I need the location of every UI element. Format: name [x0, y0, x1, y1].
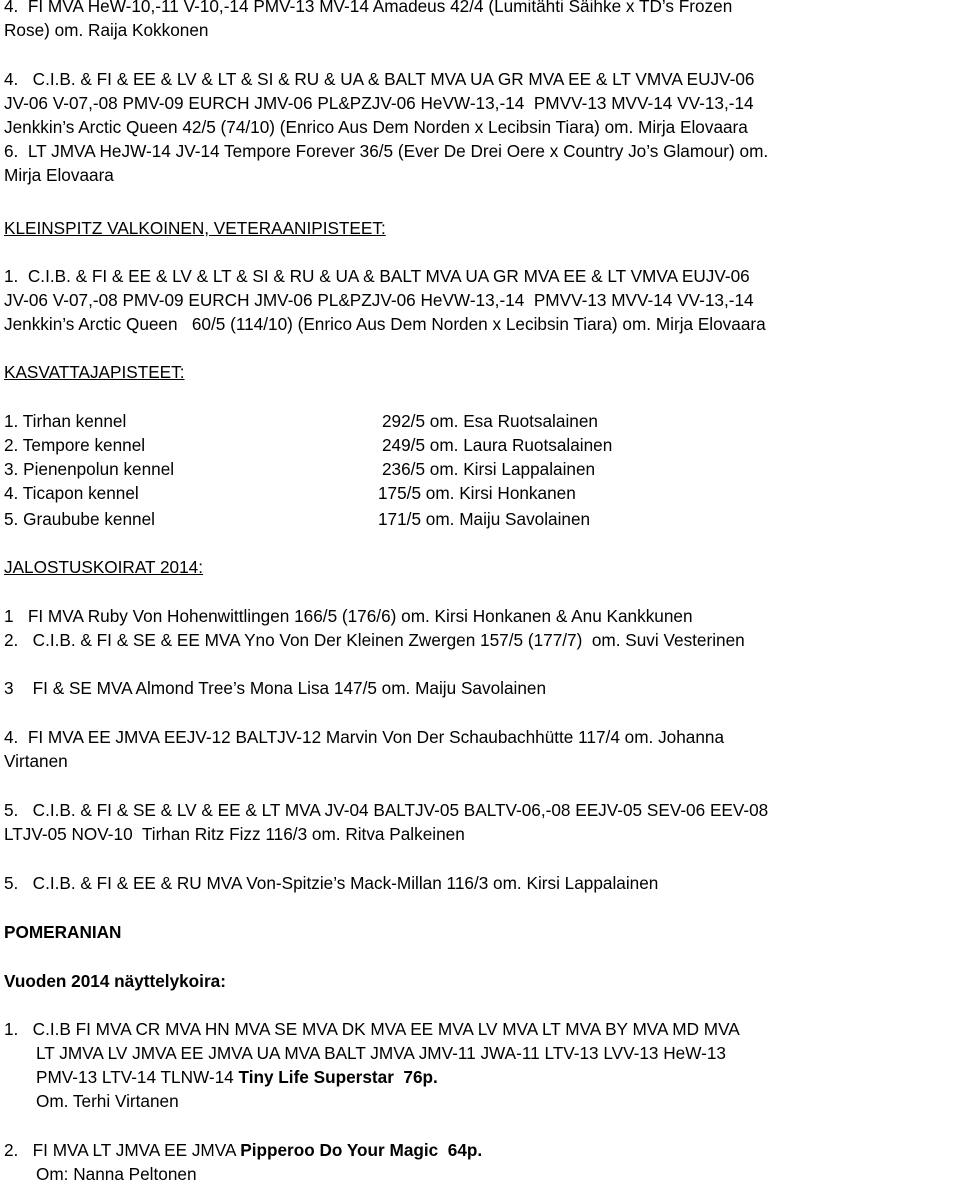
- text-line: LTJV-05 NOV-10 Tirhan Ritz Fizz 116/3 om. Ritva Palkeinen: [4, 824, 465, 844]
- dog-name-bold: Tiny Life Superstar 76p.: [238, 1067, 438, 1087]
- kennel-name: 5. Graubube kennel: [4, 509, 155, 529]
- dog-name-bold: Pipperoo Do Your Magic 64p.: [240, 1140, 483, 1160]
- text-line: JV-06 V-07,-08 PMV-09 EURCH JMV-06 PL&PZJV-06 HeVW-13,-14 PMVV-13 MVV-14 VV-13,-14: [4, 290, 754, 310]
- kennel-score: 249/5 om. Laura Ruotsalainen: [382, 435, 613, 455]
- kennel-score: 236/5 om. Kirsi Lappalainen: [382, 459, 596, 479]
- kennel-name: 3. Pienenpolun kennel: [4, 459, 175, 479]
- text-line: 4. C.I.B. & FI & EE & LV & LT & SI & RU & UA & BALT MVA UA GR MVA EE & LT VMVA EUJV-06: [4, 69, 755, 89]
- text-line: Jenkkin’s Arctic Queen 60/5 (114/10) (Enrico Aus Dem Norden x Lecibsin Tiara) om. Mirja Elovaara: [4, 314, 766, 334]
- text-line: 1. C.I.B. & FI & EE & LV & LT & SI & RU & UA & BALT MVA UA GR MVA EE & LT VMVA EUJV-06: [4, 266, 750, 286]
- section-heading-pomeranian: POMERANIAN: [4, 922, 122, 942]
- text-line: Virtanen: [4, 751, 68, 771]
- kennel-score: 292/5 om. Esa Ruotsalainen: [382, 411, 598, 431]
- text-line: 4. FI MVA EE JMVA EEJV-12 BALTJV-12 Marvin Von Der Schaubachhütte 117/4 om. Johanna: [4, 727, 725, 747]
- text-line: Jenkkin’s Arctic Queen 42/5 (74/10) (Enrico Aus Dem Norden x Lecibsin Tiara) om. Mirja Elovaara: [4, 117, 748, 137]
- kennel-name: 4. Ticapon kennel: [4, 483, 139, 503]
- text-line: 6. LT JMVA HeJW-14 JV-14 Tempore Forever 36/5 (Ever De Drei Oere x Country Jo’s Glamour) om.: [4, 141, 769, 161]
- text-line: 1 FI MVA Ruby Von Hohenwittlingen 166/5 (176/6) om. Kirsi Honkanen & Anu Kankkunen: [4, 606, 693, 626]
- kennel-score: 171/5 om. Maiju Savolainen: [378, 509, 591, 529]
- section-heading-kasvattaja: KASVATTAJAPISTEET:: [4, 362, 185, 382]
- text-segment: 2. FI MVA LT JMVA EE JMVA: [4, 1140, 241, 1160]
- text-segment: PMV-13 LTV-14 TLNW-14: [36, 1067, 239, 1087]
- section-heading-jalostus: JALOSTUSKOIRAT 2014:: [4, 557, 204, 577]
- text-line: 4. FI MVA HeW-10,-11 V-10,-14 PMV-13 MV-14 Amadeus 42/4 (Lumitähti Säihke x TD’s Frozen: [4, 0, 733, 16]
- text-line: Om. Terhi Virtanen: [36, 1091, 179, 1111]
- text-line: 3 FI & SE MVA Almond Tree’s Mona Lisa 147/5 om. Maiju Savolainen: [4, 678, 546, 698]
- kennel-name: 2. Tempore kennel: [4, 435, 146, 455]
- text-line: [36, 1065, 438, 1089]
- kennel-name: 1. Tirhan kennel: [4, 411, 127, 431]
- text-line: JV-06 V-07,-08 PMV-09 EURCH JMV-06 PL&PZJV-06 HeVW-13,-14 PMVV-13 MVV-14 VV-13,-14: [4, 93, 754, 113]
- section-heading-veteraani: KLEINSPITZ VALKOINEN, VETERAANIPISTEET:: [4, 218, 386, 238]
- text-line: Mirja Elovaara: [4, 165, 114, 185]
- text-line: LT JMVA LV JMVA EE JMVA UA MVA BALT JMVA JMV-11 JWA-11 LTV-13 LVV-13 HeW-13: [36, 1043, 726, 1063]
- text-line: [4, 1138, 482, 1162]
- text-line: 2. C.I.B. & FI & SE & EE MVA Yno Von Der Kleinen Zwergen 157/5 (177/7) om. Suvi Vesterinen: [4, 630, 745, 650]
- text-line: Rose) om. Raija Kokkonen: [4, 20, 209, 40]
- text-line: Om: Nanna Peltonen: [36, 1164, 197, 1184]
- kennel-score: 175/5 om. Kirsi Honkanen: [378, 483, 576, 503]
- section-subheading-vuoden: Vuoden 2014 näyttelykoira:: [4, 971, 226, 991]
- text-line: 1. C.I.B FI MVA CR MVA HN MVA SE MVA DK MVA EE MVA LV MVA LT MVA BY MVA MD MVA: [4, 1019, 740, 1039]
- text-line: 5. C.I.B. & FI & SE & LV & EE & LT MVA JV-04 BALTJV-05 BALTV-06,-08 EEJV-05 SEV-06 EEV-08: [4, 800, 769, 820]
- text-line: 5. C.I.B. & FI & EE & RU MVA Von-Spitzie’s Mack-Millan 116/3 om. Kirsi Lappalainen: [4, 873, 659, 893]
